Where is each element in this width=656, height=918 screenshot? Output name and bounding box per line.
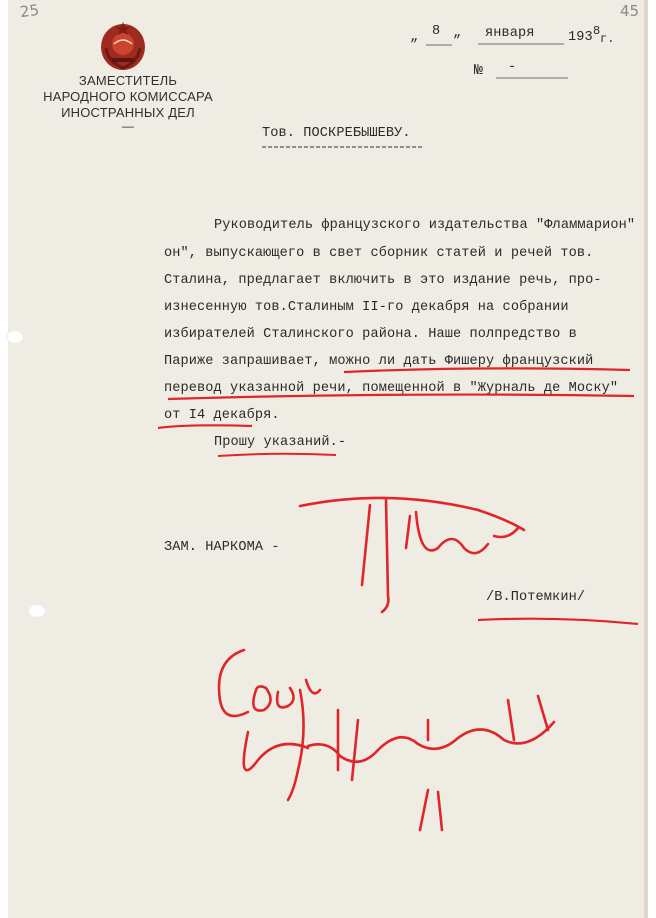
body-line-7: перевод указанной речи, помещенной в "Журналь де Моску" — [164, 381, 619, 396]
date-year-label: г. — [600, 32, 615, 46]
date-month: января — [485, 26, 535, 41]
signature-name: /В.Потемкин/ — [486, 590, 586, 605]
archive-page-mark: 25 — [18, 0, 41, 22]
body-line-4: изнесенную тов.Сталиным II-го декабря на собрании — [164, 300, 569, 315]
document-page — [8, 0, 648, 918]
body-line-6: Париже запрашивает, можно ли дать Фишеру французский — [164, 354, 594, 369]
letterhead-dash: — — [121, 119, 135, 133]
letterhead-line-2: НАРОДНОГО КОМИССАРА — [43, 89, 213, 104]
ussr-emblem-icon — [98, 18, 148, 72]
number-value: - — [508, 60, 517, 75]
date-close-quote: „ — [453, 26, 462, 41]
date-open-quote: „ — [410, 30, 419, 45]
body-line-5: избирателей Сталинского района. Наше полпредство в — [164, 327, 577, 342]
request-line: Прошу указаний.- — [214, 435, 347, 450]
paper-edge — [644, 0, 648, 918]
body-line-1: Руководитель французского издательства "Фламмарион" — [214, 218, 636, 233]
punch-hole-top — [6, 330, 24, 344]
date-day: 8 — [432, 24, 441, 39]
number-label: № — [474, 62, 484, 79]
handwritten-resolution-scribble — [219, 650, 554, 830]
punch-hole-bottom — [28, 604, 46, 618]
body-line-2: он", выпускающего в свет сборник статей и речей тов. — [164, 246, 594, 261]
letterhead-line-1: ЗАМЕСТИТЕЛЬ — [78, 73, 178, 88]
date-year-prefix: 193 — [568, 30, 593, 45]
signature-title: ЗАМ. НАРКОМА - — [164, 540, 280, 555]
archive-folio-number: 45 — [620, 2, 640, 20]
body-line-3: Сталина, предлагает включить в это издание речь, про- — [164, 273, 602, 288]
body-line-8: от I4 декабря. — [164, 408, 280, 423]
letterhead-line-3: ИНОСТРАННЫХ ДЕЛ — [61, 105, 195, 120]
addressee: Тов. ПОСКРЕБЫШЕВУ. — [262, 126, 411, 141]
date-year-suffix: 8 — [593, 24, 601, 38]
